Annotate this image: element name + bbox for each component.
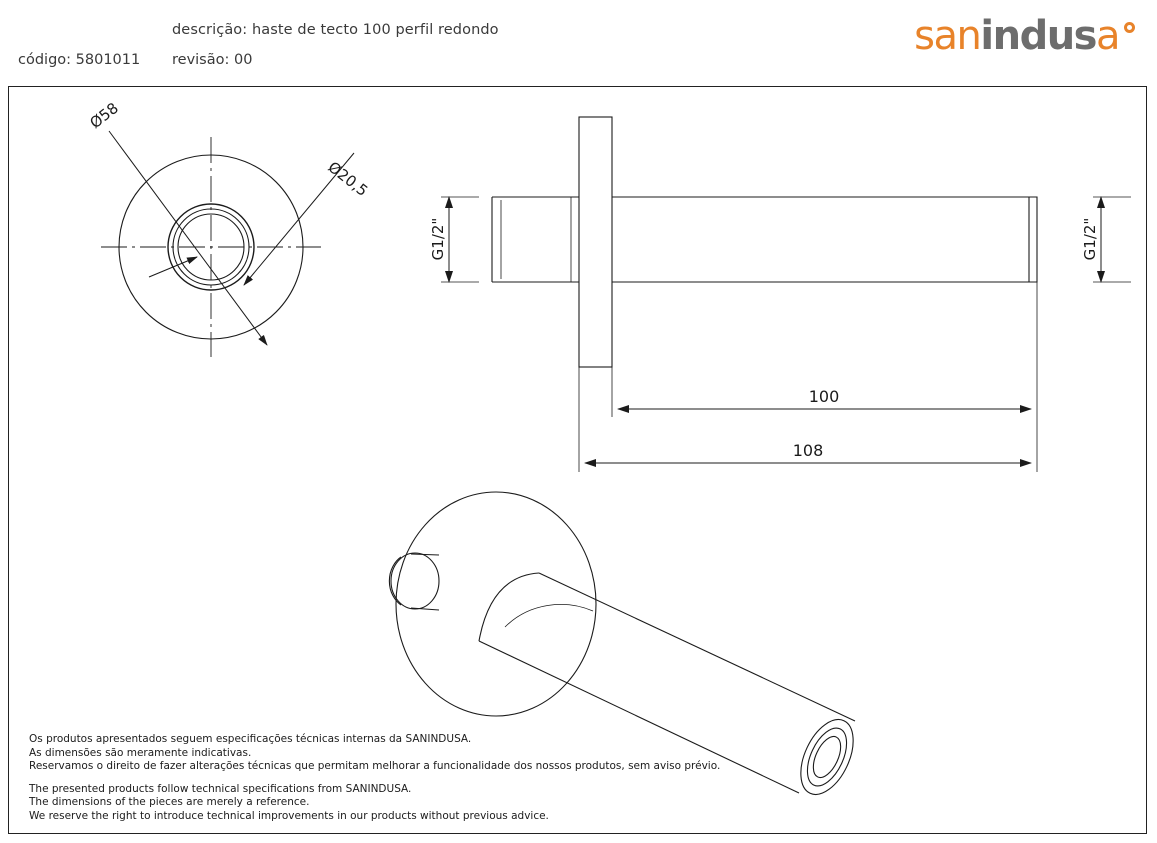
drawing-frame — [8, 86, 1147, 834]
note-pt-1: Os produtos apresentados seguem especificações técnicas internas da SANINDUSA. — [29, 733, 472, 745]
technical-drawing — [9, 87, 1146, 833]
logo-part-3: a — [1095, 13, 1119, 59]
logo-part-1: san — [914, 13, 981, 59]
product-description: descrição: haste de tecto 100 perfil redondo — [172, 22, 499, 38]
legal-notes — [29, 733, 720, 823]
page-header — [0, 0, 1157, 82]
iso-rod-highlight — [505, 604, 593, 627]
note-pt-2: As dimensões são meramente indicativas. — [29, 746, 252, 759]
dim-text-diameter-58: Ø58 — [86, 98, 122, 133]
iso-rod-end-bore — [799, 722, 854, 792]
iso-rod-upper-edge — [539, 573, 855, 721]
dim-text-diameter-205: Ø20,5 — [324, 157, 372, 200]
logo-part-2: indus — [980, 13, 1096, 59]
note-en-3: We reserve the right to introduce technical improvements in our products without previous advice. — [29, 809, 549, 822]
iso-rod-end-face — [790, 711, 864, 802]
dim-text-length-100: 100 — [808, 387, 840, 406]
note-en-2: The dimensions of the pieces are merely a reference. — [29, 796, 310, 808]
iso-boss-join-top — [411, 554, 439, 555]
product-code: código: 5801011 — [18, 52, 141, 68]
rod-tip — [1029, 197, 1037, 282]
note-pt-3: Reservamos o direito de fazer alterações técnicas que permitam melhorar a funcionalidade dos nossos produtos, sem aviso prévio. — [29, 760, 721, 772]
dim-text-length-108: 108 — [792, 441, 824, 460]
dim-text-thread-right: G1/2" — [1081, 217, 1099, 261]
iso-rod-base-curve — [479, 573, 539, 641]
logo-dot-icon — [1124, 22, 1135, 33]
dim-text-thread-left: G1/2" — [429, 217, 447, 261]
product-revision: revisão: 00 — [172, 52, 253, 68]
sanindusa-logo — [914, 13, 1119, 59]
iso-rod-end-inner — [808, 732, 847, 781]
notes-spacer — [29, 774, 720, 783]
note-en-1: The presented products follow technical specifications from SANINDUSA. — [29, 782, 412, 795]
leader-diameter-205-b — [149, 257, 197, 277]
flange-plate — [579, 117, 612, 367]
